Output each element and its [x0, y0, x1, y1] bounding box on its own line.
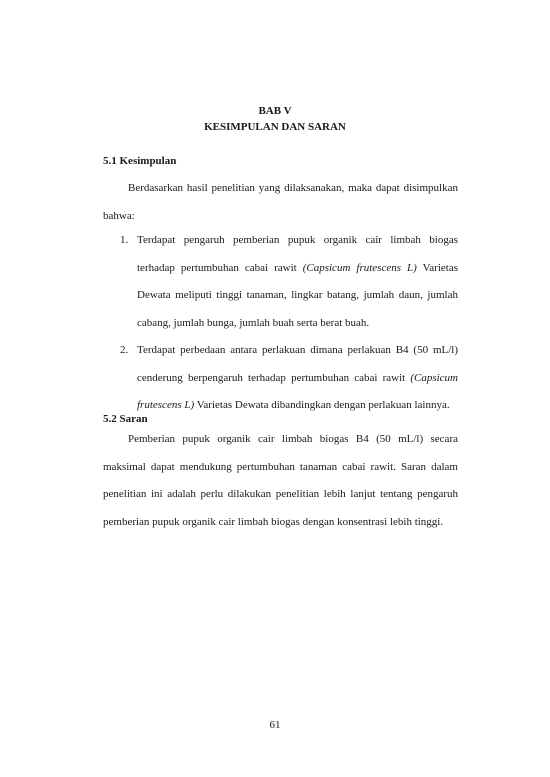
conclusion-heading: 5.1 Kesimpulan — [103, 155, 177, 167]
scientific-name: (Capsicum frutescens L) — [302, 261, 417, 274]
list-item-number: 2. — [120, 344, 129, 356]
chapter-heading — [0, 103, 550, 135]
list-item-number: 1. — [120, 234, 129, 246]
list-item-text-cont: Varietas Dewata meliputi tinggi tanaman, lingkar batang, jumlah daun, jumlah cabang, jumlah bunga, jumlah buah serta berat buah. — [137, 261, 458, 329]
scientific-name: (Capsicum frutescens L) — [137, 371, 458, 411]
list-item-text-cont: Varietas Dewata dibandingkan dengan perlakuan lainnya. — [194, 399, 450, 411]
suggestion-heading: 5.2 Saran — [103, 413, 148, 425]
suggestion-paragraph: Pemberian pupuk organik cair limbah biogas B4 (50 mL/l) secara maksimal dapat mendukung pertumbuhan tanaman cabai rawit. Saran dalam penelitian ini adalah perlu dilakukan penelitian lebih lanjut tentang pengaruh pemberian pupuk organik cair limbah biogas dengan konsentrasi lebih tinggi. — [103, 433, 458, 528]
list-item-text: Terdapat perbedaan antara perlakuan dimana perlakuan B4 (50 mL/l) cenderung berpengaruh terhadap pertumbuhan cabai rawit — [137, 344, 458, 384]
list-item — [103, 227, 458, 337]
conclusion-list — [103, 227, 458, 420]
list-item-text: Terdapat pengaruh pemberian pupuk organik cair limbah biogas terhadap pertumbuhan cabai rawit — [137, 234, 458, 274]
chapter-title: KESIMPULAN DAN SARAN — [204, 121, 346, 133]
conclusion-intro: Berdasarkan hasil penelitian yang dilaksanakan, maka dapat disimpulkan bahwa: — [103, 182, 458, 222]
list-item — [103, 337, 458, 420]
page-number: 61 — [269, 719, 281, 731]
chapter-label: BAB V — [258, 105, 292, 117]
